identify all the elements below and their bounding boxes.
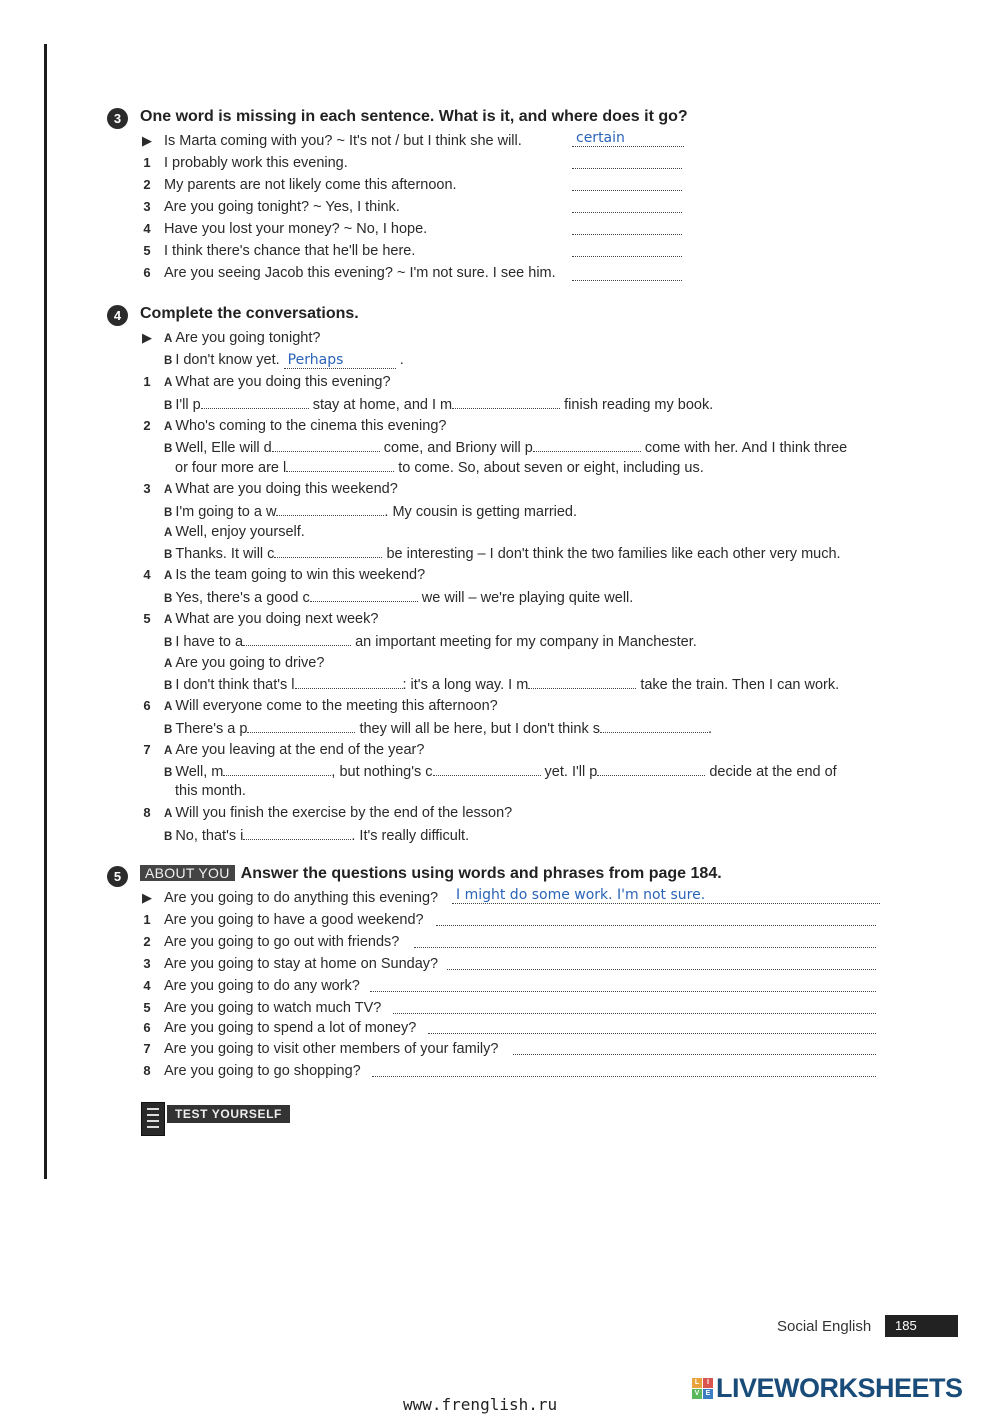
footer-section-name: Social English xyxy=(777,1318,872,1335)
answer-field[interactable] xyxy=(572,265,682,281)
exercise-5-item xyxy=(0,909,1000,931)
exercise-5-title-text: Answer the questions using words and phrases from page 184. xyxy=(240,865,722,882)
item-text: Are you going to spend a lot of money? xyxy=(164,1020,417,1036)
exercise-5-item xyxy=(0,1038,1000,1060)
exercise-5-item xyxy=(0,997,1000,1019)
item-marker: 3 xyxy=(143,956,151,971)
speaker-a: A xyxy=(164,527,173,539)
line-text: , but nothing's c xyxy=(331,764,433,780)
speaker-b: B xyxy=(164,831,173,843)
item-marker: 6 xyxy=(143,265,151,280)
answer-field[interactable] xyxy=(572,175,682,191)
line-text: stay at home, and I m xyxy=(312,397,453,413)
line-text: . My cousin is getting married. xyxy=(384,504,578,520)
line-text: Who's coming to the cinema this evening? xyxy=(175,418,447,434)
item-marker: 7 xyxy=(143,742,151,757)
item-text: Are you going tonight? ~ Yes, I think. xyxy=(164,199,400,215)
item-marker: ▶ xyxy=(142,330,152,345)
line-text: Will everyone come to the meeting this afternoon? xyxy=(175,698,498,714)
conversation-line xyxy=(0,456,1000,478)
conversation-line xyxy=(0,717,1000,739)
exercise-4-number: 4 xyxy=(107,305,128,326)
answer-field[interactable] xyxy=(572,241,682,257)
website-url: www.frenglish.ru xyxy=(403,1395,558,1414)
speaker-b: B xyxy=(164,724,173,736)
exercise-3-number: 3 xyxy=(107,108,128,129)
line-text: Well, Elle will d xyxy=(175,440,272,456)
line-text: they will all be here, but I don't think s xyxy=(359,721,600,737)
item-marker: 7 xyxy=(143,1041,151,1056)
line-text: There's a p xyxy=(175,721,248,737)
conversation-line xyxy=(0,500,1000,522)
conversation-line xyxy=(0,521,1000,543)
line-text: be interesting – I don't think the two families like each other very much. xyxy=(386,546,841,562)
item-text: My parents are not likely come this afternoon. xyxy=(164,177,457,193)
line-text: Will you finish the exercise by the end of the lesson? xyxy=(175,805,513,821)
item-text: Are you going to go shopping? xyxy=(164,1063,361,1079)
answer-field[interactable] xyxy=(295,673,403,689)
exercise-3-item xyxy=(0,218,1000,240)
exercise-3-item xyxy=(0,196,1000,218)
item-marker: 8 xyxy=(143,1063,151,1078)
exercise-5-number: 5 xyxy=(107,866,128,887)
conversation-line xyxy=(0,780,1000,802)
answer-field[interactable]: I might do some work. I'm not sure. xyxy=(452,888,880,904)
item-text: Are you going to go out with friends? xyxy=(164,934,400,950)
line-text: Are you going to drive? xyxy=(175,655,325,671)
speaker-b: B xyxy=(164,637,173,649)
conversation-line xyxy=(0,586,1000,608)
logo-letter: L xyxy=(692,1378,702,1388)
exercise-5-item xyxy=(0,953,1000,975)
answer-field[interactable] xyxy=(597,760,705,776)
conversation-line xyxy=(0,542,1000,564)
line-text: I'll p xyxy=(175,397,201,413)
answer-field[interactable] xyxy=(370,976,876,992)
speaker-a: A xyxy=(164,614,173,626)
item-marker: 8 xyxy=(143,805,151,820)
conversation-line xyxy=(0,608,1000,630)
liveworksheets-wordmark: LIVEWORKSHEETS xyxy=(716,1373,963,1403)
answer-field[interactable] xyxy=(201,393,309,409)
answer-field[interactable] xyxy=(528,673,636,689)
line-text: to come. So, about seven or eight, including us. xyxy=(398,460,704,476)
line-text: Are you leaving at the end of the year? xyxy=(175,742,425,758)
speaker-b: B xyxy=(164,443,173,455)
item-marker: 2 xyxy=(143,177,151,192)
line-text: or four more are l xyxy=(175,460,287,476)
line-text: finish reading my book. xyxy=(564,397,714,413)
line-text: come with her. And I think three xyxy=(644,440,848,456)
line-text: : it's a long way. I m xyxy=(402,677,529,693)
line-text: What are you doing this weekend? xyxy=(175,481,398,497)
exercise-3-title: One word is missing in each sentence. What is it, and where does it go? xyxy=(140,108,688,125)
answer-field[interactable] xyxy=(428,1018,876,1034)
exercise-5-title xyxy=(140,865,722,883)
answer-field[interactable] xyxy=(533,436,641,452)
speaker-a: A xyxy=(164,745,173,757)
item-marker: 2 xyxy=(143,934,151,949)
line-text: I have to a xyxy=(175,634,244,650)
conversation-line xyxy=(0,652,1000,674)
conversation-line xyxy=(0,393,1000,415)
conversation-line xyxy=(0,630,1000,652)
line-text: come, and Briony will p xyxy=(383,440,533,456)
answer-field[interactable]: certain xyxy=(572,131,684,147)
line-text: . xyxy=(399,352,404,368)
conversation-line xyxy=(0,739,1000,761)
exercise-3-item xyxy=(0,240,1000,262)
conversation-line xyxy=(0,824,1000,846)
answer-field[interactable] xyxy=(274,542,382,558)
speaker-b: B xyxy=(164,767,173,779)
answer-field[interactable] xyxy=(310,586,418,602)
answer-field[interactable] xyxy=(243,824,351,840)
item-marker: 6 xyxy=(143,1020,151,1035)
item-marker: 5 xyxy=(143,611,151,626)
item-text: Are you going to stay at home on Sunday? xyxy=(164,956,439,972)
line-text: What are you doing this evening? xyxy=(175,374,391,390)
conversation-line xyxy=(0,415,1000,437)
item-text: I probably work this evening. xyxy=(164,155,348,171)
item-marker: 3 xyxy=(143,199,151,214)
answer-field[interactable] xyxy=(572,219,682,235)
exercise-5-example xyxy=(0,887,1000,909)
answer-field[interactable] xyxy=(433,760,541,776)
item-text: Are you going to watch much TV? xyxy=(164,1000,382,1016)
answer-field[interactable] xyxy=(286,456,394,472)
speaker-b: B xyxy=(164,593,173,605)
line-text: Well, enjoy yourself. xyxy=(175,524,305,540)
exercise-3-example xyxy=(0,130,1000,152)
speaker-a: A xyxy=(164,377,173,389)
exercise-4-title: Complete the conversations. xyxy=(140,305,359,322)
item-marker: 5 xyxy=(143,1000,151,1015)
line-text: an important meeting for my company in Manchester. xyxy=(355,634,697,650)
speaker-a: A xyxy=(164,701,173,713)
item-marker: 6 xyxy=(143,698,151,713)
item-text: Are you going to do anything this evening? xyxy=(164,890,439,906)
speaker-a: A xyxy=(164,658,173,670)
answer-field[interactable]: Perhaps xyxy=(284,353,396,369)
conversation-line xyxy=(0,478,1000,500)
item-marker: 1 xyxy=(143,912,151,927)
speaker-a: A xyxy=(164,808,173,820)
line-text: Are you going tonight? xyxy=(175,330,321,346)
line-text: I don't know yet. xyxy=(175,352,280,368)
item-text: Have you lost your money? ~ No, I hope. xyxy=(164,221,428,237)
speaker-b: B xyxy=(164,355,173,367)
line-text: I'm going to a w xyxy=(175,504,277,520)
item-marker: 5 xyxy=(143,243,151,258)
item-marker: 4 xyxy=(143,567,151,582)
speaker-a: A xyxy=(164,421,173,433)
page-number: 185 xyxy=(885,1315,958,1337)
speaker-a: A xyxy=(164,333,173,345)
conversation-line xyxy=(0,802,1000,824)
exercise-5-item xyxy=(0,1060,1000,1082)
test-yourself-label: TEST YOURSELF xyxy=(167,1105,290,1123)
exercise-5-item xyxy=(0,931,1000,953)
line-text: Well, m xyxy=(175,764,224,780)
logo-letter: V xyxy=(692,1389,702,1399)
answer-field[interactable] xyxy=(600,717,708,733)
line-text: Is the team going to win this weekend? xyxy=(175,567,426,583)
item-text: I think there's chance that he'll be here. xyxy=(164,243,416,259)
answer-field[interactable] xyxy=(572,153,682,169)
logo-letter: I xyxy=(703,1378,713,1388)
speaker-a: A xyxy=(164,484,173,496)
line-text: What are you doing next week? xyxy=(175,611,379,627)
conversation-line xyxy=(0,760,1000,782)
item-marker: 1 xyxy=(143,374,151,389)
line-text: we will – we're playing quite well. xyxy=(421,590,634,606)
exercise-5-item xyxy=(0,1017,1000,1039)
exercise-5-item xyxy=(0,975,1000,997)
item-text: Are you going to visit other members of your family? xyxy=(164,1041,499,1057)
conversation-line xyxy=(0,371,1000,393)
line-text: I don't think that's l xyxy=(175,677,295,693)
item-marker: 4 xyxy=(143,221,151,236)
answer-field[interactable] xyxy=(276,500,384,516)
about-you-badge: ABOUT YOU xyxy=(140,865,235,881)
answer-field[interactable] xyxy=(393,998,876,1014)
speaker-b: B xyxy=(164,549,173,561)
answer-field[interactable] xyxy=(447,954,876,970)
line-text: . It's really difficult. xyxy=(351,828,470,844)
line-text: this month. xyxy=(175,783,246,799)
speaker-b: B xyxy=(164,680,173,692)
answer-field[interactable] xyxy=(452,393,560,409)
liveworksheets-icon xyxy=(692,1378,714,1400)
item-marker: 4 xyxy=(143,978,151,993)
logo-letter: E xyxy=(703,1389,713,1399)
item-marker: ▶ xyxy=(142,133,152,148)
conversation-line xyxy=(0,564,1000,586)
answer-field[interactable] xyxy=(513,1039,876,1055)
notebook-icon xyxy=(141,1102,165,1136)
conversation-line xyxy=(0,673,1000,695)
item-text: Are you going to do any work? xyxy=(164,978,360,994)
answer-field[interactable] xyxy=(572,197,682,213)
answer-field[interactable] xyxy=(272,436,380,452)
conversation-line xyxy=(0,695,1000,717)
line-text: yet. I'll p xyxy=(544,764,598,780)
item-marker: 2 xyxy=(143,418,151,433)
line-text: No, that's i xyxy=(175,828,244,844)
answer-field[interactable] xyxy=(372,1061,876,1077)
line-text: Thanks. It will c xyxy=(175,546,275,562)
item-marker: 3 xyxy=(143,481,151,496)
line-text: . xyxy=(707,721,713,737)
conversation-line xyxy=(0,327,1000,349)
answer-field[interactable] xyxy=(247,717,355,733)
line-text: decide at the end of xyxy=(709,764,837,780)
item-text: Are you going to have a good weekend? xyxy=(164,912,424,928)
exercise-3-item xyxy=(0,174,1000,196)
item-text: Are you seeing Jacob this evening? ~ I'm not sure. I see him. xyxy=(164,265,556,281)
speaker-b: B xyxy=(164,507,173,519)
speaker-b: B xyxy=(164,400,173,412)
conversation-line xyxy=(0,436,1000,458)
item-marker: 1 xyxy=(143,155,151,170)
conversation-line xyxy=(0,349,1000,371)
answer-field[interactable] xyxy=(414,932,876,948)
answer-field[interactable] xyxy=(223,760,331,776)
exercise-3-item xyxy=(0,152,1000,174)
line-text: take the train. Then I can work. xyxy=(640,677,840,693)
speaker-a: A xyxy=(164,570,173,582)
item-marker: ▶ xyxy=(142,890,152,905)
exercise-3-item xyxy=(0,262,1000,284)
answer-field[interactable] xyxy=(436,910,876,926)
answer-field[interactable] xyxy=(243,630,351,646)
item-text: Is Marta coming with you? ~ It's not / but I think she will. xyxy=(164,133,522,149)
line-text: Yes, there's a good c xyxy=(175,590,310,606)
